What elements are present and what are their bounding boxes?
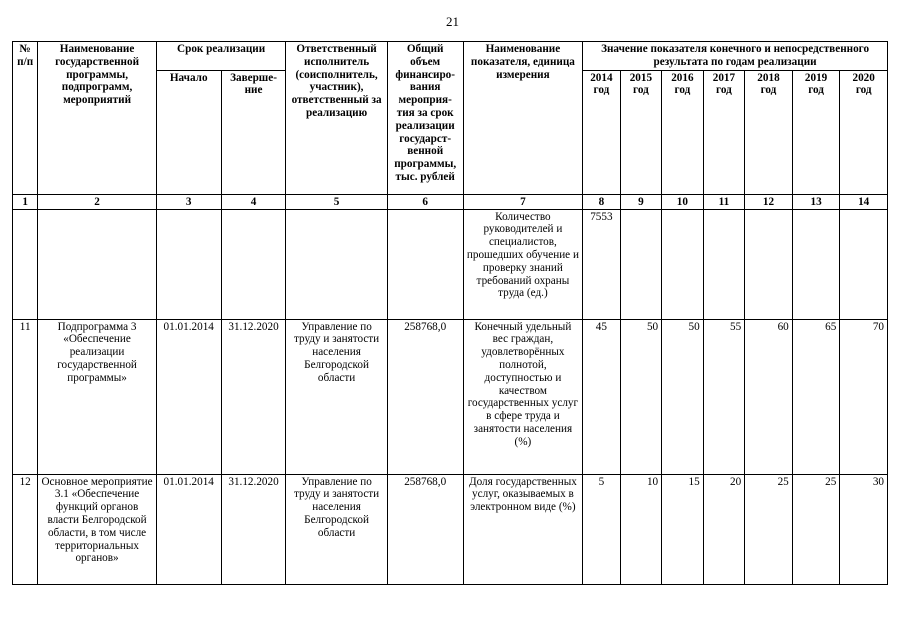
column-number: 11 <box>703 194 745 209</box>
column-number: 3 <box>156 194 221 209</box>
row-volume: 258768,0 <box>387 319 463 474</box>
row-start: 01.01.2014 <box>156 319 221 474</box>
header-start: Начало <box>156 70 221 194</box>
row-value-2017: 20 <box>703 474 745 584</box>
row-value-2019 <box>792 209 840 319</box>
row-value-2020: 70 <box>840 319 888 474</box>
row-start: 01.01.2014 <box>156 474 221 584</box>
header-year: 2015 год <box>620 70 662 194</box>
header-row-1 <box>13 42 888 71</box>
program-table <box>12 41 888 585</box>
column-number: 14 <box>840 194 888 209</box>
header-num: № п/п <box>13 42 38 195</box>
column-number: 9 <box>620 194 662 209</box>
header-year: 2014 год <box>583 70 620 194</box>
header-year: 2019 год <box>792 70 840 194</box>
header-year: 2017 год <box>703 70 745 194</box>
row-value-2018: 25 <box>745 474 793 584</box>
page-number: 21 <box>446 14 459 29</box>
row-num: 12 <box>13 474 38 584</box>
column-number: 7 <box>463 194 583 209</box>
header-responsible: Ответственный исполнитель (соисполнитель, участник), ответственный за реализацию <box>286 42 387 195</box>
header-year: 2018 год <box>745 70 793 194</box>
table-row <box>13 319 888 474</box>
column-number: 12 <box>745 194 793 209</box>
row-name <box>38 209 156 319</box>
row-indicator: Конечный удельный вес граждан, удовлетворённых полнотой, доступностью и качеством государственных услуг в сфере труда и занятости населения (%) <box>463 319 583 474</box>
table-row <box>13 209 888 319</box>
header-end: Заверше-ние <box>221 70 286 194</box>
header-year: 2020 год <box>840 70 888 194</box>
row-value-2015: 10 <box>620 474 662 584</box>
row-indicator: Доля государственных услуг, оказываемых в электронном виде (%) <box>463 474 583 584</box>
row-start <box>156 209 221 319</box>
table-row <box>13 474 888 584</box>
row-value-2015: 50 <box>620 319 662 474</box>
row-value-2017: 55 <box>703 319 745 474</box>
row-responsible <box>286 209 387 319</box>
row-value-2016: 50 <box>662 319 704 474</box>
column-number: 1 <box>13 194 38 209</box>
row-num <box>13 209 38 319</box>
row-value-2014: 45 <box>583 319 620 474</box>
row-value-2016: 15 <box>662 474 704 584</box>
header-year: 2016 год <box>662 70 704 194</box>
row-end: 31.12.2020 <box>221 319 286 474</box>
row-value-2014: 5 <box>583 474 620 584</box>
row-name: Основное мероприятие 3.1 «Обеспечение функций органов власти Белгородской области, в том числе территориальных органов» <box>38 474 156 584</box>
header-values-group: Значение показателя конечного и непосредственного результата по годам реализации <box>583 42 888 71</box>
header-indicator: Наименование показателя, единица измерения <box>463 42 583 195</box>
row-responsible: Управление по труду и занятости населения Белгородской области <box>286 474 387 584</box>
row-value-2020 <box>840 209 888 319</box>
column-number: 13 <box>792 194 840 209</box>
header-volume: Общий объем финансиро-вания мероприя-тия за срок реализации государст-венной программы, тыс. рублей <box>387 42 463 195</box>
row-name: Подпрограмма 3 «Обеспечение реализации государственной программы» <box>38 319 156 474</box>
header-name: Наименование государственной программы, подпрограмм, мероприятий <box>38 42 156 195</box>
header-period: Срок реализации <box>156 42 286 71</box>
column-number: 10 <box>662 194 704 209</box>
column-number: 2 <box>38 194 156 209</box>
row-volume: 258768,0 <box>387 474 463 584</box>
row-value-2019: 65 <box>792 319 840 474</box>
row-indicator: Количество руководителей и специалистов, прошедших обучение и проверку знаний требований охраны труда (ед.) <box>463 209 583 319</box>
row-value-2019: 25 <box>792 474 840 584</box>
row-value-2018 <box>745 209 793 319</box>
column-number: 6 <box>387 194 463 209</box>
column-number-row <box>13 194 888 209</box>
column-number: 5 <box>286 194 387 209</box>
row-value-2018: 60 <box>745 319 793 474</box>
row-responsible: Управление по труду и занятости населения Белгородской области <box>286 319 387 474</box>
row-end <box>221 209 286 319</box>
row-value-2015 <box>620 209 662 319</box>
column-number: 8 <box>583 194 620 209</box>
row-value-2016 <box>662 209 704 319</box>
row-value-2017 <box>703 209 745 319</box>
row-num: 11 <box>13 319 38 474</box>
row-value-2014: 7553 <box>583 209 620 319</box>
row-volume <box>387 209 463 319</box>
column-number: 4 <box>221 194 286 209</box>
row-value-2020: 30 <box>840 474 888 584</box>
row-end: 31.12.2020 <box>221 474 286 584</box>
